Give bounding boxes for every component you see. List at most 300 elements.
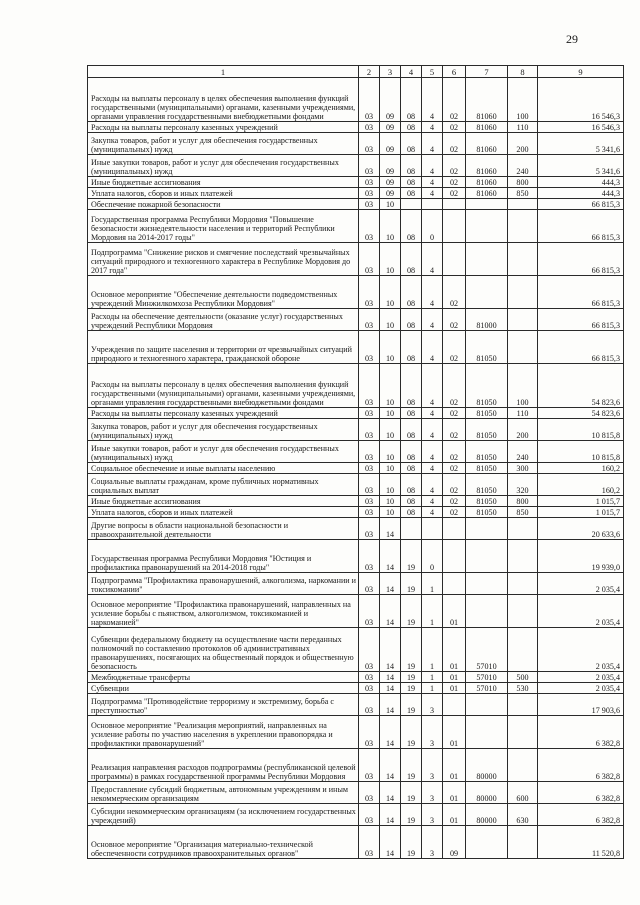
amount-cell: 160,2 [538,463,624,474]
code-cell-c8 [508,199,538,210]
amount-cell: 66 815,3 [538,199,624,210]
table-row [88,331,624,364]
page-number: 29 [566,32,578,46]
table-row [88,507,624,518]
amount-cell: 66 815,3 [538,210,624,243]
code-cell-c2: 03 [359,474,380,496]
code-cell-c8 [508,628,538,672]
amount-cell: 11 520,8 [538,826,624,859]
code-cell-c7: 57010 [466,683,508,694]
table-row [88,540,624,573]
code-cell-c3: 10 [380,309,401,331]
code-cell-c2: 03 [359,419,380,441]
amount-cell: 54 823,6 [538,408,624,419]
code-cell-c8: 800 [508,177,538,188]
code-cell-c2: 03 [359,804,380,826]
code-cell-c3: 09 [380,188,401,199]
code-cell-c3: 10 [380,496,401,507]
code-cell-c2: 03 [359,133,380,155]
table-row [88,122,624,133]
code-cell-c3: 10 [380,463,401,474]
table-row [88,177,624,188]
code-cell-c5: 1 [422,683,443,694]
code-cell-c7 [466,595,508,628]
code-cell-c8: 200 [508,133,538,155]
code-cell-c6: 02 [443,419,466,441]
expense-name-cell: Субвенции [88,683,359,694]
code-cell-c7 [466,199,508,210]
code-cell-c6: 02 [443,441,466,463]
code-cell-c7: 81050 [466,419,508,441]
code-cell-c3: 09 [380,78,401,122]
expense-name-cell: Учреждения по защите населения и территории от чрезвычайных ситуаций природного и техногенного характера, гражданской обороне [88,331,359,364]
code-cell-c3: 14 [380,716,401,749]
code-cell-c8 [508,573,538,595]
code-cell-c5: 3 [422,749,443,782]
amount-cell: 20 633,6 [538,518,624,540]
code-cell-c4: 08 [401,177,422,188]
code-cell-c6: 02 [443,155,466,177]
column-number-5: 5 [422,66,443,78]
code-cell-c2: 03 [359,540,380,573]
code-cell-c6: 01 [443,672,466,683]
code-cell-c2: 03 [359,496,380,507]
expense-name-cell: Иные закупки товаров, работ и услуг для обеспечения государственных (муниципальных) нужд [88,155,359,177]
code-cell-c7: 81050 [466,474,508,496]
amount-cell: 10 815,8 [538,419,624,441]
code-cell-c2: 03 [359,331,380,364]
code-cell-c6: 02 [443,276,466,309]
code-cell-c3: 10 [380,474,401,496]
expense-name-cell: Другие вопросы в области национальной безопасности и правоохранительной деятельности [88,518,359,540]
code-cell-c4: 19 [401,694,422,716]
code-cell-c2: 03 [359,243,380,276]
code-cell-c4: 08 [401,78,422,122]
code-cell-c3: 10 [380,408,401,419]
code-cell-c6: 02 [443,133,466,155]
code-cell-c6: 02 [443,78,466,122]
code-cell-c5: 4 [422,474,443,496]
code-cell-c2: 03 [359,595,380,628]
expense-name-cell: Субсидии некоммерческим организациям (за исключением государственных учреждений) [88,804,359,826]
expense-name-cell: Иные бюджетные ассигнования [88,496,359,507]
code-cell-c6: 02 [443,177,466,188]
table-row [88,716,624,749]
table-row [88,826,624,859]
code-cell-c7: 81050 [466,507,508,518]
code-cell-c8: 600 [508,782,538,804]
expense-name-cell: Межбюджетные трансферты [88,672,359,683]
expense-name-cell: Подпрограмма "Противодействие терроризму и экстремизму, борьба с преступностью" [88,694,359,716]
code-cell-c3: 14 [380,518,401,540]
code-cell-c6: 02 [443,463,466,474]
table-row [88,496,624,507]
code-cell-c5: 4 [422,309,443,331]
code-cell-c4: 08 [401,419,422,441]
amount-cell: 444,3 [538,177,624,188]
code-cell-c7: 81050 [466,364,508,408]
column-number-6: 6 [443,66,466,78]
code-cell-c7: 81050 [466,408,508,419]
code-cell-c5: 4 [422,177,443,188]
code-cell-c7: 81050 [466,463,508,474]
table-row [88,155,624,177]
code-cell-c5: 4 [422,122,443,133]
code-cell-c7 [466,694,508,716]
code-cell-c2: 03 [359,188,380,199]
code-cell-c8: 300 [508,463,538,474]
code-cell-c5: 1 [422,672,443,683]
amount-cell: 66 815,3 [538,243,624,276]
code-cell-c7: 80000 [466,782,508,804]
table-row [88,683,624,694]
code-cell-c8: 100 [508,78,538,122]
expense-name-cell: Основное мероприятие "Обеспечение деятельности подведомственных учреждений Минжилкомхоза Республики Мордовия" [88,276,359,309]
code-cell-c6: 02 [443,331,466,364]
code-cell-c3: 09 [380,155,401,177]
amount-cell: 54 823,6 [538,364,624,408]
code-cell-c4: 08 [401,364,422,408]
table-row [88,595,624,628]
table-row [88,419,624,441]
code-cell-c2: 03 [359,177,380,188]
code-cell-c7 [466,276,508,309]
code-cell-c7: 81050 [466,441,508,463]
code-cell-c6 [443,540,466,573]
amount-cell: 6 382,8 [538,749,624,782]
code-cell-c7 [466,210,508,243]
code-cell-c4: 19 [401,826,422,859]
code-cell-c4 [401,518,422,540]
code-cell-c3: 14 [380,804,401,826]
code-cell-c2: 03 [359,122,380,133]
code-cell-c5: 1 [422,628,443,672]
table-row [88,408,624,419]
code-cell-c5: 3 [422,694,443,716]
code-cell-c3: 14 [380,573,401,595]
expense-name-cell: Расходы на обеспечение деятельности (оказание услуг) государственных учреждений Республики Мордовия [88,309,359,331]
amount-cell: 66 815,3 [538,331,624,364]
code-cell-c7: 80000 [466,804,508,826]
code-cell-c7: 81060 [466,133,508,155]
code-cell-c3: 14 [380,672,401,683]
code-cell-c5: 4 [422,441,443,463]
amount-cell: 1 015,7 [538,496,624,507]
table-row [88,243,624,276]
amount-cell: 16 546,3 [538,122,624,133]
code-cell-c6: 02 [443,496,466,507]
amount-cell: 66 815,3 [538,276,624,309]
amount-cell: 6 382,8 [538,804,624,826]
code-cell-c5: 3 [422,804,443,826]
table-row [88,518,624,540]
code-cell-c6: 01 [443,595,466,628]
amount-cell: 2 035,4 [538,595,624,628]
amount-cell: 2 035,4 [538,573,624,595]
code-cell-c2: 03 [359,507,380,518]
code-cell-c5: 1 [422,595,443,628]
code-cell-c5: 3 [422,782,443,804]
code-cell-c3: 10 [380,364,401,408]
code-cell-c4: 08 [401,496,422,507]
table-row [88,672,624,683]
code-cell-c4: 08 [401,463,422,474]
code-cell-c4: 08 [401,309,422,331]
amount-cell: 10 815,8 [538,441,624,463]
code-cell-c3: 10 [380,419,401,441]
code-cell-c4: 08 [401,155,422,177]
table-row [88,573,624,595]
table-body [88,78,624,859]
table-row [88,364,624,408]
code-cell-c3: 14 [380,826,401,859]
code-cell-c2: 03 [359,826,380,859]
code-cell-c2: 03 [359,628,380,672]
code-cell-c2: 03 [359,309,380,331]
code-cell-c6: 02 [443,408,466,419]
code-cell-c8: 100 [508,364,538,408]
code-cell-c7 [466,573,508,595]
code-cell-c5: 4 [422,331,443,364]
amount-cell: 5 341,6 [538,155,624,177]
table-row [88,628,624,672]
amount-cell: 2 035,4 [538,683,624,694]
table-row [88,210,624,243]
code-cell-c5: 0 [422,540,443,573]
code-cell-c2: 03 [359,364,380,408]
code-cell-c8: 110 [508,122,538,133]
expense-name-cell: Социальные выплаты гражданам, кроме публичных нормативных социальных выплат [88,474,359,496]
column-number-2: 2 [359,66,380,78]
code-cell-c5: 4 [422,496,443,507]
code-cell-c8: 200 [508,419,538,441]
expense-name-cell: Иные закупки товаров, работ и услуг для обеспечения государственных (муниципальных) нужд [88,441,359,463]
code-cell-c8 [508,540,538,573]
code-cell-c2: 03 [359,276,380,309]
code-cell-c6: 02 [443,188,466,199]
code-cell-c6: 01 [443,804,466,826]
code-cell-c7: 81060 [466,188,508,199]
code-cell-c6: 01 [443,782,466,804]
code-cell-c6: 02 [443,364,466,408]
expense-name-cell: Основное мероприятие "Реализация мероприятий, направленных на усиление работы по участию населения в укреплении правопорядка и профилактики правонарушений" [88,716,359,749]
code-cell-c3: 10 [380,199,401,210]
expense-name-cell: Расходы на выплаты персоналу казенных учреждений [88,122,359,133]
code-cell-c2: 03 [359,694,380,716]
code-cell-c2: 03 [359,408,380,419]
code-cell-c7 [466,243,508,276]
expense-name-cell: Субвенции федеральному бюджету на осуществление части переданных полномочий по составлению протоколов об административных правонарушениях, посягающих на общественный порядок и общественную безопасность [88,628,359,672]
code-cell-c8 [508,331,538,364]
code-cell-c6 [443,694,466,716]
code-cell-c4: 08 [401,243,422,276]
code-cell-c4: 19 [401,628,422,672]
code-cell-c4: 19 [401,540,422,573]
code-cell-c5: 4 [422,364,443,408]
table-row [88,199,624,210]
table-row [88,749,624,782]
expense-name-cell: Государственная программа Республики Мордовия "Юстиция и профилактика правонарушений на 2014-2018 годы" [88,540,359,573]
code-cell-c6: 09 [443,826,466,859]
code-cell-c3: 14 [380,782,401,804]
code-cell-c4 [401,199,422,210]
table-row [88,474,624,496]
code-cell-c6 [443,199,466,210]
expense-name-cell: Подпрограмма "Профилактика правонарушений, алкоголизма, наркомании и токсикомании" [88,573,359,595]
code-cell-c7: 81060 [466,122,508,133]
column-number-3: 3 [380,66,401,78]
column-number-row [88,66,624,78]
budget-table [87,65,624,859]
table-row [88,463,624,474]
code-cell-c6: 01 [443,749,466,782]
code-cell-c5: 3 [422,826,443,859]
code-cell-c4: 19 [401,804,422,826]
code-cell-c4: 08 [401,474,422,496]
code-cell-c2: 03 [359,210,380,243]
amount-cell: 66 815,3 [538,309,624,331]
code-cell-c5: 0 [422,210,443,243]
code-cell-c4: 08 [401,507,422,518]
expense-name-cell: Расходы на выплаты персоналу казенных учреждений [88,408,359,419]
code-cell-c6 [443,518,466,540]
code-cell-c7: 57010 [466,628,508,672]
code-cell-c7 [466,518,508,540]
amount-cell: 1 015,7 [538,507,624,518]
code-cell-c8 [508,595,538,628]
code-cell-c8 [508,716,538,749]
code-cell-c4: 19 [401,683,422,694]
code-cell-c8: 800 [508,496,538,507]
column-number-1: 1 [88,66,359,78]
code-cell-c6: 01 [443,628,466,672]
expense-name-cell: Государственная программа Республики Мордовия "Повышение безопасности жизнедеятельности населения и территорий Республики Мордовия на 2014-2017 годы" [88,210,359,243]
code-cell-c3: 09 [380,122,401,133]
amount-cell: 19 939,0 [538,540,624,573]
code-cell-c8: 240 [508,441,538,463]
code-cell-c3: 10 [380,210,401,243]
code-cell-c7 [466,826,508,859]
code-cell-c2: 03 [359,155,380,177]
code-cell-c5: 4 [422,188,443,199]
code-cell-c5: 4 [422,408,443,419]
code-cell-c4: 19 [401,595,422,628]
expense-name-cell: Обеспечение пожарной безопасности [88,199,359,210]
code-cell-c6 [443,573,466,595]
code-cell-c3: 14 [380,683,401,694]
code-cell-c2: 03 [359,518,380,540]
code-cell-c3: 09 [380,133,401,155]
code-cell-c7 [466,716,508,749]
amount-cell: 5 341,6 [538,133,624,155]
table-row [88,694,624,716]
code-cell-c4: 08 [401,408,422,419]
code-cell-c6: 02 [443,309,466,331]
code-cell-c8 [508,210,538,243]
code-cell-c4: 19 [401,672,422,683]
code-cell-c3: 14 [380,749,401,782]
code-cell-c2: 03 [359,716,380,749]
code-cell-c4: 19 [401,716,422,749]
code-cell-c7: 81060 [466,177,508,188]
code-cell-c4: 19 [401,573,422,595]
code-cell-c8 [508,276,538,309]
code-cell-c3: 10 [380,243,401,276]
expense-name-cell: Расходы на выплаты персоналу в целях обеспечения выполнения функций государственными (муниципальными) органами, казенными учреждениями, органами управления государственными внебюджетными фондами [88,364,359,408]
code-cell-c3: 09 [380,177,401,188]
column-number-9: 9 [538,66,624,78]
column-number-8: 8 [508,66,538,78]
expense-name-cell: Расходы на выплаты персоналу в целях обеспечения выполнения функций государственными (муниципальными) органами, казенными учреждениями, органами управления государственными внебюджетными фондами [88,78,359,122]
code-cell-c2: 03 [359,199,380,210]
code-cell-c8: 630 [508,804,538,826]
code-cell-c3: 10 [380,441,401,463]
code-cell-c4: 08 [401,210,422,243]
code-cell-c3: 14 [380,595,401,628]
code-cell-c2: 03 [359,672,380,683]
amount-cell: 16 546,3 [538,78,624,122]
expense-name-cell: Закупка товаров, работ и услуг для обеспечения государственных (муниципальных) нужд [88,419,359,441]
code-cell-c2: 03 [359,782,380,804]
code-cell-c7: 80000 [466,749,508,782]
expense-name-cell: Предоставление субсидий бюджетным, автономным учреждениям и иным некоммерческим организациям [88,782,359,804]
code-cell-c4: 08 [401,276,422,309]
code-cell-c5: 3 [422,716,443,749]
code-cell-c6: 01 [443,716,466,749]
code-cell-c2: 03 [359,573,380,595]
code-cell-c8: 110 [508,408,538,419]
expense-name-cell: Подпрограмма "Снижение рисков и смягчение последствий чрезвычайных ситуаций природного и техногенного характера в Республике Мордовия до 2017 года" [88,243,359,276]
expense-name-cell: Уплата налогов, сборов и иных платежей [88,188,359,199]
code-cell-c3: 10 [380,276,401,309]
code-cell-c5: 4 [422,419,443,441]
code-cell-c5: 4 [422,78,443,122]
code-cell-c6: 01 [443,683,466,694]
code-cell-c7: 81060 [466,155,508,177]
code-cell-c5: 4 [422,155,443,177]
code-cell-c8 [508,309,538,331]
code-cell-c2: 03 [359,78,380,122]
code-cell-c6 [443,243,466,276]
amount-cell: 2 035,4 [538,628,624,672]
code-cell-c7 [466,540,508,573]
code-cell-c8 [508,749,538,782]
code-cell-c4: 08 [401,122,422,133]
code-cell-c8: 320 [508,474,538,496]
code-cell-c8: 530 [508,683,538,694]
table-row [88,276,624,309]
code-cell-c8: 240 [508,155,538,177]
code-cell-c5: 4 [422,463,443,474]
table-row [88,441,624,463]
code-cell-c5: 4 [422,507,443,518]
code-cell-c7: 57010 [466,672,508,683]
amount-cell: 17 903,6 [538,694,624,716]
table-row [88,782,624,804]
table-row [88,309,624,331]
code-cell-c6: 02 [443,122,466,133]
code-cell-c2: 03 [359,749,380,782]
code-cell-c8: 850 [508,507,538,518]
code-cell-c6: 02 [443,474,466,496]
code-cell-c8 [508,826,538,859]
table-row [88,133,624,155]
code-cell-c4: 19 [401,782,422,804]
code-cell-c8 [508,243,538,276]
code-cell-c4: 08 [401,188,422,199]
code-cell-c8: 850 [508,188,538,199]
code-cell-c7: 81050 [466,331,508,364]
